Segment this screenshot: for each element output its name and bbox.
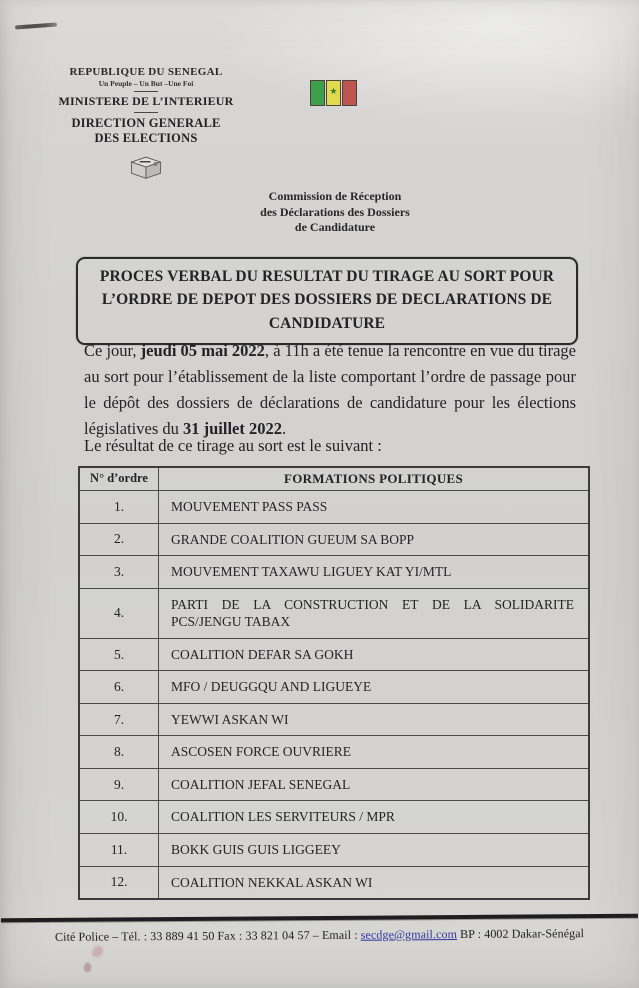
scan-artifact-ink-mark bbox=[91, 945, 103, 958]
formation-cell: COALITION NEKKAL ASKAN WI bbox=[159, 866, 590, 899]
footer-email: secdge@gmail.com bbox=[360, 927, 458, 942]
page-footer bbox=[0, 914, 639, 945]
order-cell: 8. bbox=[79, 736, 159, 769]
order-cell: 3. bbox=[79, 556, 159, 589]
order-cell: 1. bbox=[79, 491, 159, 524]
formation-cell: MOUVEMENT PASS PASS bbox=[159, 491, 590, 524]
draw-results-table bbox=[78, 466, 590, 900]
flag-red-stripe bbox=[342, 80, 357, 106]
flag-green-stripe bbox=[310, 80, 325, 106]
result-intro-line: Le résultat de ce tirage au sort est le suivant : bbox=[84, 436, 382, 455]
table-row bbox=[79, 523, 589, 556]
formation-cell: PARTI DE LA CONSTRUCTION ET DE LA SOLIDARITE PCS/JENGU TABAX bbox=[159, 588, 590, 638]
scan-artifact-mark bbox=[15, 23, 57, 30]
footer-contact-line bbox=[0, 926, 639, 945]
table-row bbox=[79, 768, 589, 801]
formation-cell: COALITION LES SERVITEURS / MPR bbox=[159, 801, 590, 834]
footer-contact-pre: Cité Police – Tél. : 33 889 41 50 Fax : 33 821 04 57 – Email : bbox=[54, 927, 361, 944]
formation-cell: ASCOSEN FORCE OUVRIERE bbox=[159, 736, 590, 769]
ballot-box-icon bbox=[128, 154, 164, 181]
table-row bbox=[79, 671, 589, 704]
order-cell: 10. bbox=[79, 801, 159, 834]
table-row bbox=[79, 801, 589, 834]
formation-cell: GRANDE COALITION GUEUM SA BOPP bbox=[159, 523, 590, 556]
table-row bbox=[79, 703, 589, 736]
footer-contact-post: BP : 4002 Dakar-Sénégal bbox=[456, 926, 585, 942]
footer-rule bbox=[1, 914, 638, 922]
flag-star-icon: ★ bbox=[329, 87, 338, 98]
order-cell: 4. bbox=[79, 588, 159, 638]
table-row bbox=[79, 588, 589, 638]
commission-title bbox=[250, 189, 420, 236]
national-motto: Un Peuple – Un But –Une Foi bbox=[98, 79, 194, 88]
formations-column-header: FORMATIONS POLITIQUES bbox=[159, 467, 590, 491]
order-cell: 12. bbox=[79, 866, 159, 899]
table-row bbox=[79, 834, 589, 867]
commission-line2: des Déclarations des Dossiers bbox=[260, 204, 410, 219]
formation-cell: MFO / DEUGGQU AND LIGUEYE bbox=[159, 671, 590, 704]
formation-cell: COALITION JEFAL SENEGAL bbox=[159, 768, 590, 801]
senegal-flag-icon bbox=[310, 80, 357, 106]
flag-yellow-stripe bbox=[326, 80, 341, 106]
order-cell: 9. bbox=[79, 768, 159, 801]
direction-title-line1: DIRECTION GENERALE bbox=[71, 116, 221, 130]
ministry-title: MINISTERE DE L’INTERIEUR bbox=[58, 94, 234, 108]
table-row bbox=[79, 638, 589, 671]
order-column-header: N° d’ordre bbox=[79, 467, 159, 491]
table-row bbox=[79, 736, 589, 769]
formation-cell: MOUVEMENT TAXAWU LIGUEY KAT YI/MTL bbox=[159, 556, 590, 589]
formation-cell: YEWWI ASKAN WI bbox=[159, 703, 590, 736]
direction-title-line2: DES ELECTIONS bbox=[94, 131, 198, 146]
table-row bbox=[79, 866, 589, 899]
separator-line bbox=[134, 112, 158, 113]
order-cell: 2. bbox=[79, 523, 159, 556]
order-cell: 6. bbox=[79, 671, 159, 704]
table-row bbox=[79, 556, 589, 589]
order-cell: 5. bbox=[79, 638, 159, 671]
intro-paragraph: Ce jour, jeudi 05 mai 2022, à 11h a été tenue la rencontre en vue du tirage au sort pour l’établissement de la liste comportant l’ordre de passage pour le dépôt des dossiers de déclarations de candidature pour les élections législatives du 31 juillet 2022. bbox=[84, 341, 576, 438]
scan-artifact-ink-mark bbox=[83, 962, 92, 973]
table-head bbox=[79, 467, 589, 491]
commission-line1: Commission de Réception bbox=[268, 189, 402, 203]
formation-cell: COALITION DEFAR SA GOKH bbox=[159, 638, 590, 671]
formation-cell: BOKK GUIS GUIS LIGGEEY bbox=[159, 834, 590, 867]
order-cell: 7. bbox=[79, 703, 159, 736]
separator-line bbox=[134, 91, 158, 92]
republic-title: REPUBLIQUE DU SENEGAL bbox=[69, 66, 223, 78]
commission-line3: de Candidature bbox=[294, 220, 376, 235]
document-title: PROCES VERBAL DU RESULTAT DU TIRAGE AU SORT POUR L’ORDRE DE DEPOT DES DOSSIERS DE DECLARATIONS DE CANDIDATURE bbox=[76, 257, 578, 345]
order-cell: 11. bbox=[79, 834, 159, 867]
formations-table-body bbox=[79, 491, 589, 900]
agency-letterhead bbox=[58, 66, 234, 181]
table-row bbox=[79, 491, 589, 524]
